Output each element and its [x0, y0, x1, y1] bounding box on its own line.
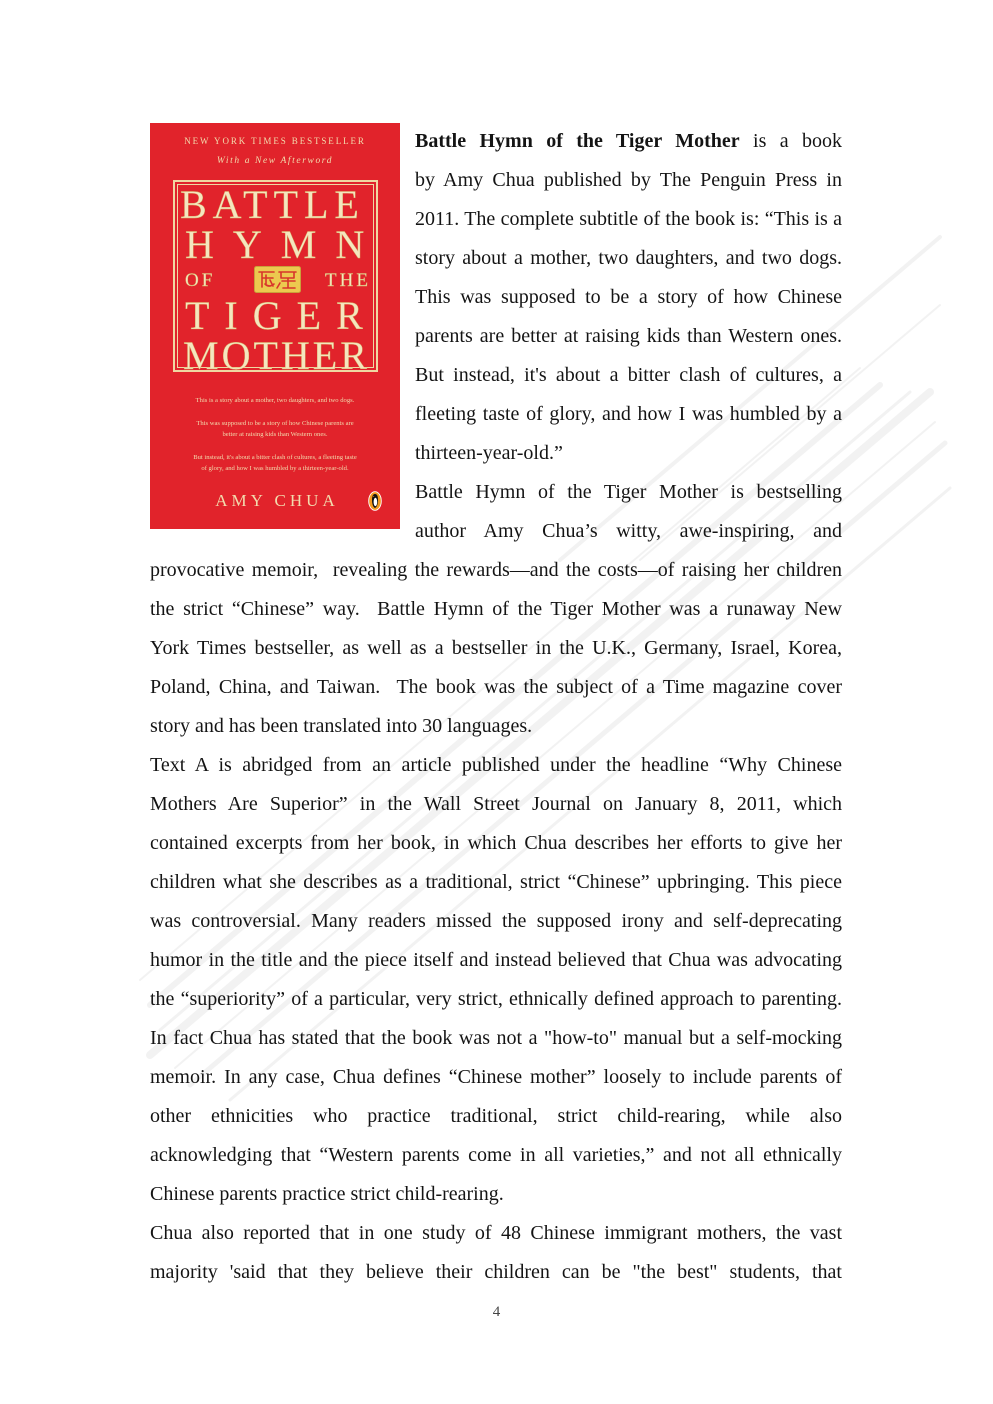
text-line-content: contained excerpts from her book, in which Chua describes her efforts to give her: [150, 832, 842, 854]
penguin-logo-icon: [368, 491, 382, 511]
text-line-content: author Amy Chua’s witty, awe-inspiring, and: [415, 520, 842, 542]
cover-blurb-line: This was supposed to be a story of how Chinese parents are: [196, 419, 354, 427]
text-line: [150, 1175, 842, 1214]
cover-blurb-line: This is a story about a mother, two daughters, and two dogs.: [195, 396, 355, 404]
text-line: [150, 551, 842, 590]
text-line: [150, 785, 842, 824]
cover-blurb-line: better at raising kids than Western ones.: [222, 430, 328, 438]
cover-blurb-line: But instead, it's about a bitter clash of cultures, a fleeting taste: [193, 453, 357, 461]
text-line-content: But instead, it's about a bitter clash of cultures, a: [415, 364, 842, 386]
text-line-content: Mothers Are Superior” in the Wall Street Journal on January 8, 2011, which: [150, 793, 842, 815]
text-line-content: story about a mother, two daughters, and two dogs.: [415, 247, 842, 269]
text-line: [150, 1058, 842, 1097]
text-line-content: Chinese parents practice strict child-rearing.: [150, 1183, 504, 1205]
cover-title-of: OF: [185, 270, 216, 291]
text-line: [415, 317, 842, 356]
text-line-content: Text A is abridged from an article published under the headline “Why Chinese: [150, 754, 842, 776]
text-line: [415, 395, 842, 434]
cover-title-mother: MOTHER: [183, 333, 370, 378]
text-line-content: acknowledging that “Western parents come in all varieties,” and not all ethnically: [150, 1144, 842, 1166]
text-line-content: other ethnicities who practice traditional, strict child-rearing, while also: [150, 1105, 842, 1127]
text-line-content: majority 'said that they believe their children can be "the best" students, that: [150, 1261, 842, 1283]
text-line-content: memoir. In any case, Chua defines “Chinese mother” loosely to include parents of: [150, 1066, 842, 1088]
text-line: [150, 746, 842, 785]
text-line-content: [415, 122, 842, 161]
text-line: [415, 473, 842, 512]
text-line-content: humor in the title and the piece itself and instead believed that Chua was advocating: [150, 949, 842, 971]
cover-bestseller-banner: NEW YORK TIMES BESTSELLER: [184, 136, 366, 146]
text-line: [150, 1019, 842, 1058]
text-line: [415, 434, 842, 473]
text-line: [150, 668, 842, 707]
text-line: [150, 980, 842, 1019]
text-line: [150, 902, 842, 941]
text-line: [150, 941, 842, 980]
text-line: [150, 1214, 842, 1253]
text-line-content: parents are better at raising kids than Western ones.: [415, 325, 842, 347]
cover-title-tiger: TIGER: [185, 293, 378, 338]
text-line-content: children what she describes as a traditional, strict “Chinese” upbringing. This piece: [150, 871, 842, 893]
text-line: [150, 707, 842, 746]
cover-title-hymn: HYMN: [185, 222, 384, 267]
text-line: [415, 161, 842, 200]
text-line: [150, 1136, 842, 1175]
text-line-content: Battle Hymn of the Tiger Mother is bestselling: [415, 481, 842, 503]
text-line: [150, 863, 842, 902]
text-line: [415, 512, 842, 551]
text-line: [415, 278, 842, 317]
text-line: [150, 1253, 842, 1292]
cover-seal-emblem: [254, 266, 301, 293]
text-line-content: Poland, China, and Taiwan. The book was the subject of a Time magazine cover: [150, 676, 842, 698]
text-line-content: the strict “Chinese” way. Battle Hymn of the Tiger Mother was a runaway New: [150, 598, 842, 620]
text-line: [150, 1097, 842, 1136]
text-line: [415, 200, 842, 239]
book-title-bold: Battle Hymn of the Tiger Mother: [415, 130, 740, 152]
text-line-content: Chua also reported that in one study of 48 Chinese immigrant mothers, the vast: [150, 1222, 842, 1244]
cover-author-name: AMY CHUA: [215, 491, 339, 510]
text-line-content: provocative memoir, revealing the rewards—and the costs—of raising her children: [150, 559, 842, 581]
text-run: is a book: [739, 130, 842, 152]
text-line-content: In fact Chua has stated that the book was not a "how-to" manual but a self-mocking: [150, 1027, 842, 1049]
text-line-content: by Amy Chua published by The Penguin Press in: [415, 169, 842, 191]
text-line-content: This was supposed to be a story of how Chinese: [415, 286, 842, 308]
text-line: [150, 590, 842, 629]
cover-blurb-line: of glory, and how I was humbled by a thirteen-year-old.: [201, 464, 349, 472]
text-line-content: fleeting taste of glory, and how I was humbled by a: [415, 403, 842, 425]
cover-title-battle: BATTLE: [180, 182, 365, 227]
text-line: [150, 629, 842, 668]
page-number: 4: [492, 1304, 501, 1320]
text-line-content: York Times bestseller, as well as a bestseller in the U.K., Germany, Israel, Korea,: [150, 637, 842, 659]
text-line-content: 2011. The complete subtitle of the book is: “This is a: [415, 208, 842, 230]
text-line: [415, 239, 842, 278]
text-line: [415, 122, 842, 161]
text-line: [150, 824, 842, 863]
text-line: [415, 356, 842, 395]
text-line-content: thirteen-year-old.”: [415, 442, 563, 464]
cover-title-the: THE: [325, 270, 371, 291]
cover-afterword-note: With a New Afterword: [216, 156, 334, 166]
text-line-content: the “superiority” of a particular, very strict, ethnically defined approach to parenting.: [150, 988, 842, 1010]
text-line-content: was controversial. Many readers missed the supposed irony and self-deprecating: [150, 910, 842, 932]
book-cover-image: [150, 123, 400, 529]
text-line-content: story and has been translated into 30 languages.: [150, 715, 533, 737]
